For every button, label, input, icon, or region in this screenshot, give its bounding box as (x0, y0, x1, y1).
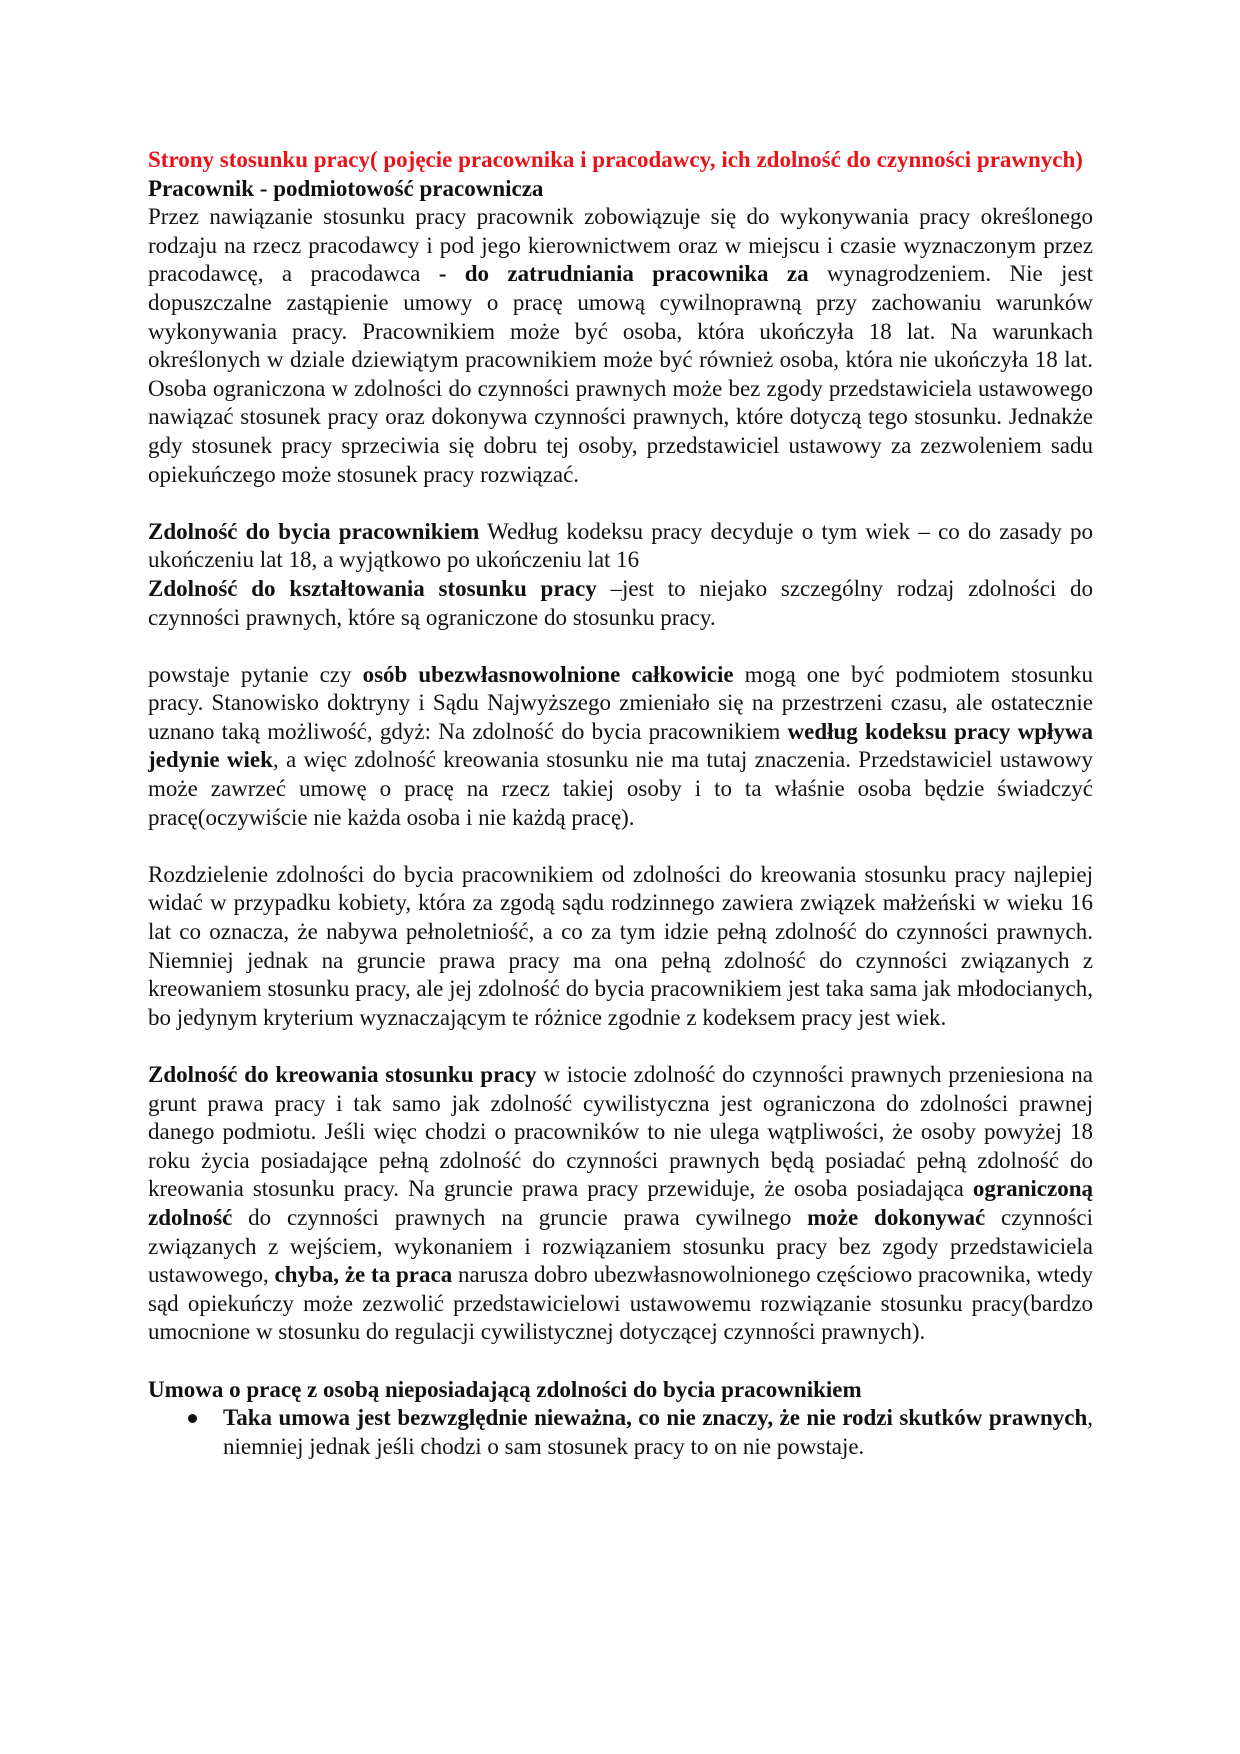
emphasis-text: - do zatrudniania pracownika za (438, 261, 809, 287)
paragraph-text: Według kodeksu pracy decyduje o tym wiek – co do zasady po ukończeniu lat 18, a wyjątkowo po ukończeniu lat 16 (148, 518, 1093, 573)
spacer (148, 489, 1093, 518)
spacer (148, 1032, 1093, 1061)
paragraph-text: mogą one być podmiotem stosunku pracy. Stanowisko doktryny i Sądu Najwyższego zmieniało się na przestrzeni czasu, ale ostatecznie uznano taką możliwość, gdyż: Na zdolność do bycia pracownikiem (148, 661, 1093, 744)
paragraph-text: , niemniej jednak jeśli chodzi o sam stosunek pracy to on nie powstaje. (223, 1405, 1093, 1459)
term-bold: może dokonywać (807, 1204, 986, 1230)
spacer (148, 832, 1093, 861)
paragraph-rozdzielenie: Rozdzielenie zdolności do bycia pracownikiem od zdolności do kreowania stosunku pracy najlepiej widać w przypadku kobiety, która za zgodą sądu rodzinnego zawiera związek małżeński w wieku 16 lat co oznacza, że nabywa pełnoletniość, a co za tym idzie pełną zdolność do czynności prawnych. Niemniej jednak na gruncie prawa pracy ma ona pełną zdolność do czynności związanych z kreowaniem stosunku pracy, ale jej zdolność do bycia pracownikiem jest taka sama jak młodocianych, bo jedynym kryterium wyznaczającym te różnice zgodnie z kodeksem pracy jest wiek. (148, 861, 1093, 1030)
spacer (148, 1347, 1093, 1376)
section-heading-umowa: Umowa o pracę z osobą nieposiadającą zdolności do bycia pracownikiem (148, 1376, 862, 1402)
paragraph-pracownik (148, 203, 1093, 489)
paragraph-text: narusza dobro ubezwłasnowolnionego częściowo pracownika, wtedy sąd opiekuńczy może zezwolić przedstawicielowi ustawowemu rozwiązanie stosunku pracy(bardzo umocnione w stosunku do regulacji cywilistycznej dotyczącej czynności prawnych). (148, 1262, 1093, 1345)
term-bold: Zdolność do bycia pracownikiem (148, 518, 480, 544)
paragraph-text: Przez nawiązanie stosunku pracy pracownik zobowiązuje się do wykonywania pracy określonego rodzaju na rzecz pracodawcy i pod jego kierownictwem oraz w miejscu i czasie wyznaczonym przez pracodawcę, a pracodawca (148, 204, 1093, 287)
section-heading-pracownik: Pracownik - podmiotowość pracownicza (148, 175, 544, 201)
paragraph-text: w istocie zdolność do czynności prawnych przeniesiona na grunt prawa pracy i tak samo jak zdolność cywilistyczna jest ograniczona do zdolności prawnej danego podmiotu. Jeśli więc chodzi o pracowników to nie ulega wątpliwości, że osoby powyżej 18 roku życia posiadające pełną zdolność do czynności prawnych będą posiadać pełną zdolność do kreowania stosunku pracy. Na gruncie prawa pracy przewiduje, że osoba posiadająca (148, 1062, 1093, 1202)
bullet-list (148, 1404, 1093, 1461)
term-bold: Zdolność do kreowania stosunku pracy (148, 1062, 537, 1087)
spacer (148, 632, 1093, 661)
term-bold: Zdolność do kształtowania stosunku pracy (148, 575, 597, 601)
term-bold: ograniczoną zdolność (148, 1176, 1093, 1230)
paragraph-text: powstaje pytanie czy (148, 661, 363, 687)
paragraph-zdolnosc-bycia (148, 518, 1093, 575)
paragraph-text: do czynności prawnych na gruncie prawa cywilnego (232, 1204, 808, 1230)
term-bold: osób ubezwłasnowolnione całkowicie (362, 661, 734, 687)
paragraph-text: wynagrodzeniem. Nie jest dopuszczalne zastąpienie umowy o pracę umową cywilnoprawną przy zachowaniu warunków wykonywania pracy. Pracownikiem może być osoba, która ukończyła 18 lat. Na warunkach określonych w dziale dziewiątym pracownikiem może być również osoba, która nie ukończyła 18 lat. Osoba ograniczona w zdolności do czynności prawnych może bez zgody przedstawiciela ustawowego nawiązać stosunek pracy oraz dokonywa czynności prawnych, które dotyczą tego stosunku. Jednakże gdy stosunek pracy sprzeciwia się dobru tej osoby, przedstawiciel ustawowy za zezwoleniem sadu opiekuńczego może stosunek pracy rozwiązać. (148, 261, 1093, 487)
paragraph-text: czynności związanych z wejściem, wykonaniem i rozwiązaniem stosunku pracy bez zgody przedstawiciela ustawowego, (148, 1204, 1093, 1288)
bullet-icon (188, 1414, 197, 1423)
paragraph-text: , a więc zdolność kreowania stosunku nie ma tutaj znaczenia. Przedstawiciel ustawowy może zawrzeć umowę o pracę na rzecz takiej osoby i to ta właśnie osoba będzie świadczyć pracę(oczywiście nie każda osoba i nie każdą pracę). (148, 747, 1093, 830)
document-page (148, 146, 1093, 1461)
paragraph-ubezwlasnowolnione (148, 661, 1093, 833)
document-title: Strony stosunku pracy( pojęcie pracownika i pracodawcy, ich zdolność do czynności prawnych) (148, 147, 1083, 172)
term-bold: Taka umowa jest bezwzględnie nieważna, co nie znaczy, że nie rodzi skutków prawnych (223, 1405, 1088, 1431)
paragraph-text: –jest to niejako szczególny rodzaj zdolności do czynności prawnych, które są ograniczone do stosunku pracy. (148, 575, 1093, 630)
list-item (148, 1404, 1093, 1461)
paragraph-zdolnosc-kreowania (148, 1061, 1093, 1347)
paragraph-zdolnosc-ksztaltowania (148, 575, 1093, 632)
term-bold: według kodeksu pracy wpływa jedynie wiek (148, 718, 1093, 773)
term-bold: chyba, że ta praca (274, 1262, 453, 1288)
